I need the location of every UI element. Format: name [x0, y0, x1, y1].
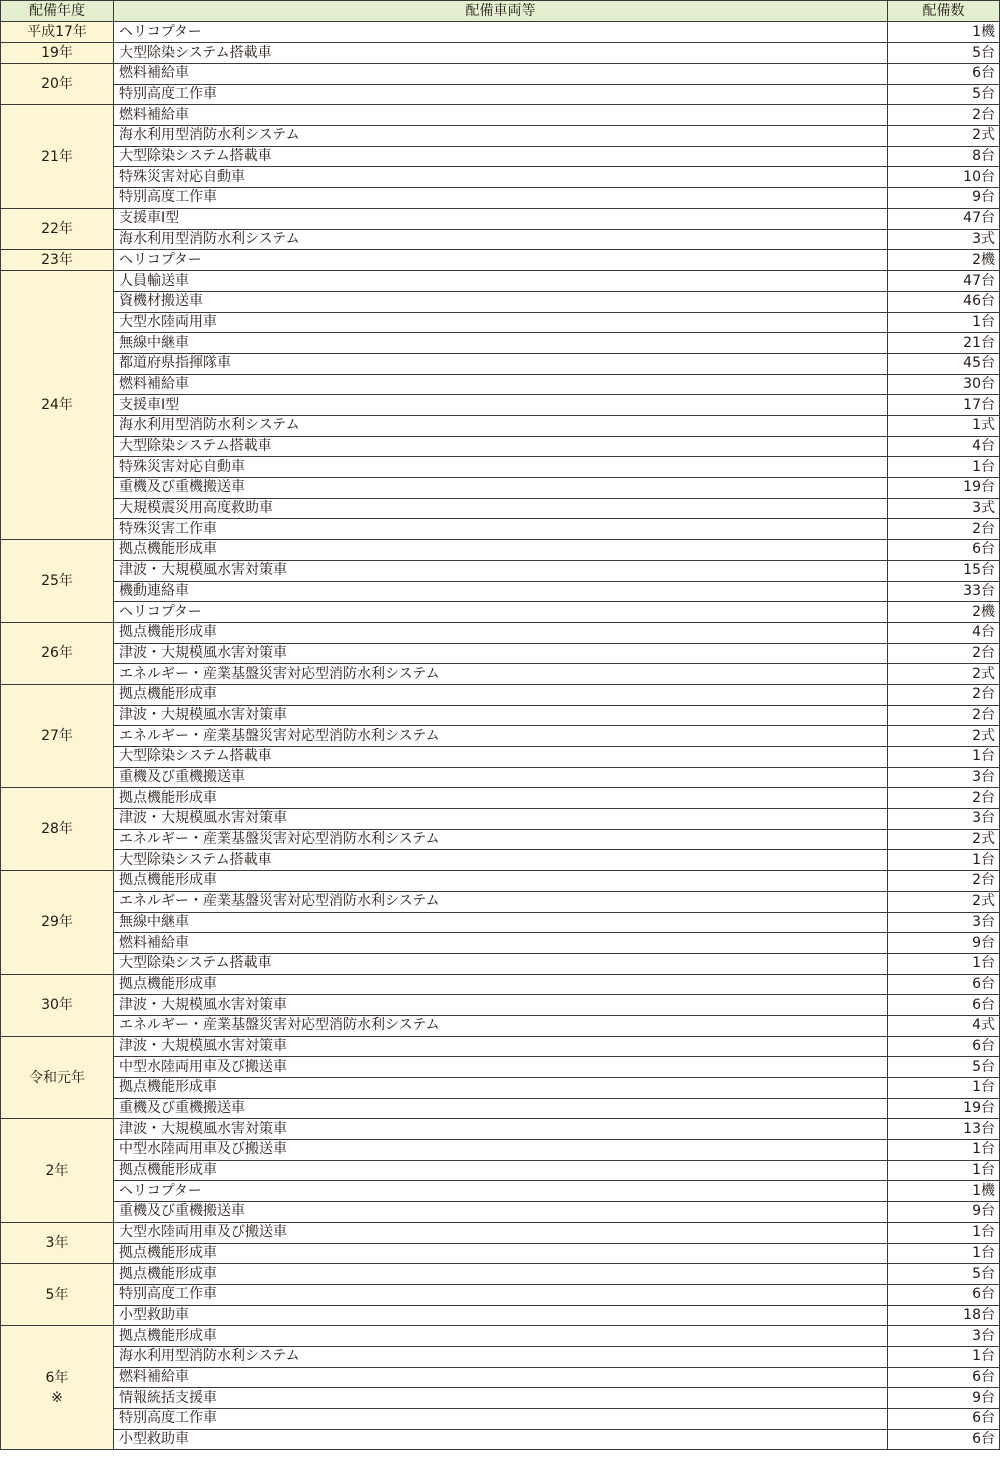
- table-row: [1, 1305, 1000, 1326]
- year-label: 21年: [41, 148, 73, 165]
- vehicle-cell: 燃料補給車: [114, 1367, 888, 1388]
- count-cell: 47台: [888, 208, 1000, 229]
- vehicle-cell: 中型水陸両用車及び搬送車: [114, 1057, 888, 1078]
- year-label: 平成17年: [27, 24, 87, 40]
- vehicle-cell: 中型水陸両用車及び搬送車: [114, 1140, 888, 1161]
- table-row: [1, 250, 1000, 271]
- table-row: [1, 747, 1000, 768]
- count-cell: 33台: [888, 581, 1000, 602]
- vehicle-cell: 特別高度工作車: [114, 188, 888, 209]
- header-count: 配備数: [888, 1, 1000, 22]
- table-row: [1, 457, 1000, 478]
- table-row: [1, 519, 1000, 540]
- count-cell: 45台: [888, 353, 1000, 374]
- table-row: [1, 1429, 1000, 1450]
- table-row: [1, 1243, 1000, 1264]
- table-row: [1, 188, 1000, 209]
- vehicle-cell: 燃料補給車: [114, 933, 888, 954]
- vehicle-cell: 拠点機能形成車: [114, 974, 888, 995]
- table-row: [1, 478, 1000, 499]
- vehicle-cell: エネルギー・産業基盤災害対応型消防水利システム: [114, 829, 888, 850]
- year-cell: [1, 22, 114, 43]
- vehicle-cell: 津波・大規模風水害対策車: [114, 1119, 888, 1140]
- vehicle-cell: 機動連絡車: [114, 581, 888, 602]
- vehicle-cell: 特殊災害対応自動車: [114, 167, 888, 188]
- table-row: [1, 333, 1000, 354]
- vehicle-cell: 海水利用型消防水利システム: [114, 1346, 888, 1367]
- count-cell: 6台: [888, 540, 1000, 561]
- vehicle-cell: エネルギー・産業基盤災害対応型消防水利システム: [114, 726, 888, 747]
- table-row: [1, 1015, 1000, 1036]
- year-label: 2年: [45, 1162, 69, 1179]
- vehicle-cell: 大型水陸両用車: [114, 312, 888, 333]
- table-row: [1, 1264, 1000, 1285]
- count-cell: 6台: [888, 1284, 1000, 1305]
- year-cell: [1, 540, 114, 623]
- vehicle-cell: 無線中継車: [114, 912, 888, 933]
- year-note-mark: ※: [51, 1389, 63, 1406]
- year-label: 30年: [41, 997, 73, 1014]
- count-cell: 1台: [888, 1160, 1000, 1181]
- table-row: [1, 64, 1000, 85]
- year-cell: [1, 1326, 114, 1450]
- count-cell: 6台: [888, 1367, 1000, 1388]
- year-label: 22年: [41, 221, 73, 237]
- vehicle-cell: 大型除染システム搭載車: [114, 43, 888, 64]
- table-row: [1, 1222, 1000, 1243]
- vehicle-cell: 重機及び重機搬送車: [114, 767, 888, 788]
- count-cell: 5台: [888, 84, 1000, 105]
- count-cell: 46台: [888, 291, 1000, 312]
- count-cell: 5台: [888, 1057, 1000, 1078]
- table-row: [1, 84, 1000, 105]
- count-cell: 19台: [888, 478, 1000, 499]
- count-cell: 17台: [888, 395, 1000, 416]
- vehicle-cell: 燃料補給車: [114, 105, 888, 126]
- count-cell: 1台: [888, 1222, 1000, 1243]
- vehicle-cell: 特殊災害工作車: [114, 519, 888, 540]
- count-cell: 6台: [888, 1429, 1000, 1450]
- table-row: [1, 146, 1000, 167]
- year-cell: [1, 871, 114, 974]
- table-row: [1, 1057, 1000, 1078]
- vehicle-cell: 特殊災害対応自動車: [114, 457, 888, 478]
- vehicle-cell: 大型水陸両用車及び搬送車: [114, 1222, 888, 1243]
- vehicle-cell: 燃料補給車: [114, 64, 888, 85]
- year-cell: [1, 788, 114, 871]
- vehicle-cell: 拠点機能形成車: [114, 871, 888, 892]
- count-cell: 3式: [888, 229, 1000, 250]
- table-row: [1, 1181, 1000, 1202]
- year-cell: [1, 105, 114, 208]
- table-row: [1, 374, 1000, 395]
- table-row: [1, 1160, 1000, 1181]
- vehicle-cell: ヘリコプター: [114, 22, 888, 43]
- table-row: [1, 436, 1000, 457]
- count-cell: 6台: [888, 995, 1000, 1016]
- vehicle-cell: 拠点機能形成車: [114, 540, 888, 561]
- count-cell: 2台: [888, 705, 1000, 726]
- table-row: [1, 581, 1000, 602]
- table-row: [1, 560, 1000, 581]
- count-cell: 1台: [888, 747, 1000, 768]
- year-label: 令和元年: [29, 1069, 85, 1086]
- count-cell: 3台: [888, 912, 1000, 933]
- table-row: [1, 912, 1000, 933]
- count-cell: 4式: [888, 1015, 1000, 1036]
- table-row: [1, 291, 1000, 312]
- count-cell: 19台: [888, 1098, 1000, 1119]
- table-row: [1, 622, 1000, 643]
- count-cell: 2台: [888, 643, 1000, 664]
- vehicle-cell: 都道府県指揮隊車: [114, 353, 888, 374]
- vehicle-cell: 大型除染システム搭載車: [114, 436, 888, 457]
- table-row: [1, 105, 1000, 126]
- year-label: 27年: [41, 728, 73, 745]
- vehicle-cell: 海水利用型消防水利システム: [114, 126, 888, 147]
- table-row: [1, 788, 1000, 809]
- count-cell: 6台: [888, 64, 1000, 85]
- table-row: [1, 1346, 1000, 1367]
- table-row: [1, 1326, 1000, 1347]
- vehicle-cell: 情報統括支援車: [114, 1388, 888, 1409]
- header-vehicle: 配備車両等: [114, 1, 888, 22]
- vehicle-cell: 津波・大規模風水害対策車: [114, 1036, 888, 1057]
- table-row: [1, 684, 1000, 705]
- table-row: [1, 1140, 1000, 1161]
- vehicle-cell: 支援車Ⅰ型: [114, 395, 888, 416]
- vehicle-cell: 燃料補給車: [114, 374, 888, 395]
- vehicle-cell: 津波・大規模風水害対策車: [114, 705, 888, 726]
- count-cell: 2台: [888, 684, 1000, 705]
- table-row: [1, 271, 1000, 292]
- table-row: [1, 664, 1000, 685]
- vehicle-cell: 津波・大規模風水害対策車: [114, 995, 888, 1016]
- vehicle-cell: 津波・大規模風水害対策車: [114, 643, 888, 664]
- count-cell: 1台: [888, 953, 1000, 974]
- table-row: [1, 974, 1000, 995]
- year-cell: [1, 64, 114, 105]
- vehicle-cell: エネルギー・産業基盤災害対応型消防水利システム: [114, 664, 888, 685]
- year-cell: [1, 1264, 114, 1326]
- table-row: [1, 167, 1000, 188]
- vehicle-cell: 拠点機能形成車: [114, 1160, 888, 1181]
- count-cell: 13台: [888, 1119, 1000, 1140]
- vehicle-cell: 無線中継車: [114, 333, 888, 354]
- year-label: 3年: [45, 1235, 69, 1251]
- year-cell: [1, 622, 114, 684]
- count-cell: 1台: [888, 850, 1000, 871]
- count-cell: 3式: [888, 498, 1000, 519]
- count-cell: 15台: [888, 560, 1000, 581]
- count-cell: 6台: [888, 1036, 1000, 1057]
- count-cell: 2機: [888, 602, 1000, 623]
- year-cell: [1, 43, 114, 64]
- vehicle-cell: 特別高度工作車: [114, 1409, 888, 1430]
- count-cell: 47台: [888, 271, 1000, 292]
- vehicle-cell: 津波・大規模風水害対策車: [114, 809, 888, 830]
- vehicle-cell: 支援車Ⅰ型: [114, 208, 888, 229]
- count-cell: 2式: [888, 126, 1000, 147]
- count-cell: 1台: [888, 1243, 1000, 1264]
- vehicle-cell: 大型除染システム搭載車: [114, 850, 888, 871]
- table-row: [1, 1388, 1000, 1409]
- count-cell: 30台: [888, 374, 1000, 395]
- table-row: [1, 809, 1000, 830]
- vehicle-cell: 津波・大規模風水害対策車: [114, 560, 888, 581]
- table-row: [1, 953, 1000, 974]
- table-row: [1, 602, 1000, 623]
- table-row: [1, 540, 1000, 561]
- vehicle-cell: 海水利用型消防水利システム: [114, 229, 888, 250]
- table-row: [1, 1284, 1000, 1305]
- year-cell: [1, 271, 114, 540]
- table-row: [1, 643, 1000, 664]
- year-cell: [1, 684, 114, 787]
- vehicle-cell: 拠点機能形成車: [114, 684, 888, 705]
- year-cell: [1, 208, 114, 249]
- vehicle-cell: 大型除染システム搭載車: [114, 146, 888, 167]
- table-body: [1, 22, 1000, 1450]
- year-cell: [1, 974, 114, 1036]
- table-row: [1, 43, 1000, 64]
- year-label: 25年: [41, 573, 73, 589]
- vehicle-cell: ヘリコプター: [114, 1181, 888, 1202]
- count-cell: 5台: [888, 1264, 1000, 1285]
- table-row: [1, 395, 1000, 416]
- table-row: [1, 1078, 1000, 1099]
- count-cell: 2式: [888, 829, 1000, 850]
- count-cell: 2式: [888, 664, 1000, 685]
- year-label: 19年: [41, 45, 73, 61]
- vehicle-cell: 拠点機能形成車: [114, 622, 888, 643]
- table-row: [1, 208, 1000, 229]
- count-cell: 2機: [888, 250, 1000, 271]
- table-row: [1, 829, 1000, 850]
- year-label: 23年: [41, 252, 73, 269]
- count-cell: 21台: [888, 333, 1000, 354]
- vehicle-cell: 海水利用型消防水利システム: [114, 416, 888, 437]
- count-cell: 2式: [888, 726, 1000, 747]
- vehicle-cell: 重機及び重機搬送車: [114, 478, 888, 499]
- year-label: 28年: [41, 821, 73, 838]
- vehicle-cell: 重機及び重機搬送車: [114, 1098, 888, 1119]
- vehicle-cell: 人員輸送車: [114, 271, 888, 292]
- vehicle-cell: 拠点機能形成車: [114, 788, 888, 809]
- table-row: [1, 126, 1000, 147]
- year-cell: [1, 1222, 114, 1263]
- count-cell: 4台: [888, 436, 1000, 457]
- table-row: [1, 312, 1000, 333]
- year-cell: [1, 1119, 114, 1222]
- vehicle-cell: 拠点機能形成車: [114, 1326, 888, 1347]
- count-cell: 9台: [888, 188, 1000, 209]
- vehicle-cell: ヘリコプター: [114, 250, 888, 271]
- vehicle-cell: 拠点機能形成車: [114, 1078, 888, 1099]
- table-row: [1, 1036, 1000, 1057]
- table-row: [1, 767, 1000, 788]
- year-cell: [1, 1036, 114, 1119]
- count-cell: 2台: [888, 105, 1000, 126]
- year-label: 24年: [41, 397, 73, 414]
- count-cell: 18台: [888, 1305, 1000, 1326]
- vehicle-cell: 小型救助車: [114, 1429, 888, 1450]
- count-cell: 8台: [888, 146, 1000, 167]
- count-cell: 1台: [888, 457, 1000, 478]
- count-cell: 1台: [888, 1078, 1000, 1099]
- count-cell: 2台: [888, 871, 1000, 892]
- vehicle-cell: 拠点機能形成車: [114, 1264, 888, 1285]
- vehicle-cell: 特別高度工作車: [114, 1284, 888, 1305]
- year-label: 29年: [41, 914, 73, 931]
- count-cell: 9台: [888, 1202, 1000, 1223]
- vehicle-cell: エネルギー・産業基盤災害対応型消防水利システム: [114, 891, 888, 912]
- count-cell: 1機: [888, 1181, 1000, 1202]
- table-row: [1, 1098, 1000, 1119]
- vehicle-cell: 大型除染システム搭載車: [114, 953, 888, 974]
- table-row: [1, 1409, 1000, 1430]
- table-row: [1, 871, 1000, 892]
- year-label: 20年: [41, 76, 73, 93]
- table-row: [1, 22, 1000, 43]
- table-row: [1, 229, 1000, 250]
- table-row: [1, 1119, 1000, 1140]
- vehicle-cell: ヘリコプター: [114, 602, 888, 623]
- count-cell: 1式: [888, 416, 1000, 437]
- count-cell: 2台: [888, 788, 1000, 809]
- table-row: [1, 933, 1000, 954]
- vehicle-cell: 資機材搬送車: [114, 291, 888, 312]
- count-cell: 1機: [888, 22, 1000, 43]
- count-cell: 9台: [888, 1388, 1000, 1409]
- table-row: [1, 850, 1000, 871]
- vehicle-cell: 大規模震災用高度救助車: [114, 498, 888, 519]
- table-row: [1, 705, 1000, 726]
- year-label: 6年: [45, 1369, 69, 1386]
- year-label: 5年: [45, 1286, 69, 1303]
- table-row: [1, 498, 1000, 519]
- vehicle-cell: エネルギー・産業基盤災害対応型消防水利システム: [114, 1015, 888, 1036]
- count-cell: 1台: [888, 1346, 1000, 1367]
- table-row: [1, 726, 1000, 747]
- table-row: [1, 995, 1000, 1016]
- count-cell: 1台: [888, 312, 1000, 333]
- count-cell: 2台: [888, 519, 1000, 540]
- count-cell: 3台: [888, 767, 1000, 788]
- count-cell: 2式: [888, 891, 1000, 912]
- vehicle-cell: 大型除染システム搭載車: [114, 747, 888, 768]
- table-row: [1, 353, 1000, 374]
- vehicle-cell: 拠点機能形成車: [114, 1243, 888, 1264]
- year-cell: [1, 250, 114, 271]
- table-row: [1, 416, 1000, 437]
- vehicle-cell: 小型救助車: [114, 1305, 888, 1326]
- header-year: 配備年度: [1, 1, 114, 22]
- count-cell: 10台: [888, 167, 1000, 188]
- count-cell: 3台: [888, 809, 1000, 830]
- table-row: [1, 1202, 1000, 1223]
- count-cell: 9台: [888, 933, 1000, 954]
- count-cell: 6台: [888, 974, 1000, 995]
- count-cell: 3台: [888, 1326, 1000, 1347]
- count-cell: 6台: [888, 1409, 1000, 1430]
- vehicle-cell: 重機及び重機搬送車: [114, 1202, 888, 1223]
- count-cell: 5台: [888, 43, 1000, 64]
- year-label: 26年: [41, 645, 73, 662]
- vehicle-cell: 特別高度工作車: [114, 84, 888, 105]
- count-cell: 1台: [888, 1140, 1000, 1161]
- table-row: [1, 1367, 1000, 1388]
- count-cell: 4台: [888, 622, 1000, 643]
- header-row: [1, 1, 1000, 22]
- table-row: [1, 891, 1000, 912]
